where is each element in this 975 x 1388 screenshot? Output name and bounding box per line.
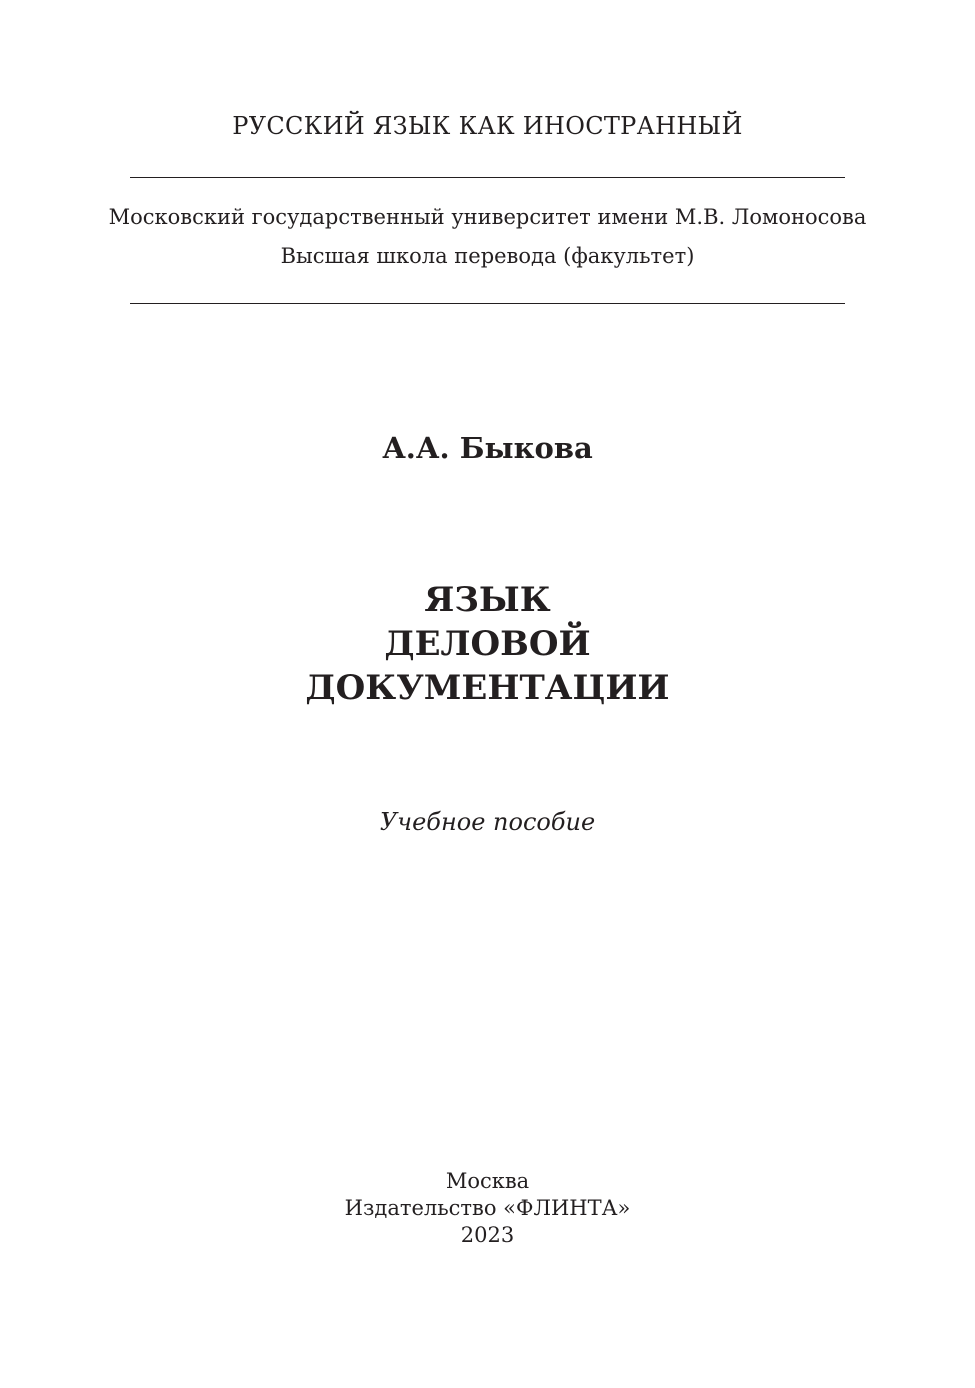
top-divider [130, 177, 845, 178]
series-title: РУССКИЙ ЯЗЫК КАК ИНОСТРАННЫЙ [232, 112, 743, 140]
book-title-line-3: ДОКУМЕНТАЦИИ [305, 668, 670, 708]
faculty-name: Высшая школа перевода (факультет) [280, 244, 695, 268]
book-subtitle: Учебное пособие [379, 808, 596, 836]
imprint-city: Москва [445, 1169, 530, 1193]
book-title [0, 578, 975, 710]
author-name: А.А. Быкова [382, 431, 593, 465]
imprint [0, 1168, 975, 1249]
imprint-year: 2023 [460, 1223, 515, 1247]
bottom-divider [130, 303, 845, 304]
book-title-line-1: ЯЗЫК [424, 580, 551, 620]
book-title-line-2: ДЕЛОВОЙ [384, 624, 591, 664]
imprint-publisher: Издательство «ФЛИНТА» [344, 1196, 631, 1220]
university-name: Московский государственный университет имени М.В. Ломоносова [108, 205, 867, 229]
